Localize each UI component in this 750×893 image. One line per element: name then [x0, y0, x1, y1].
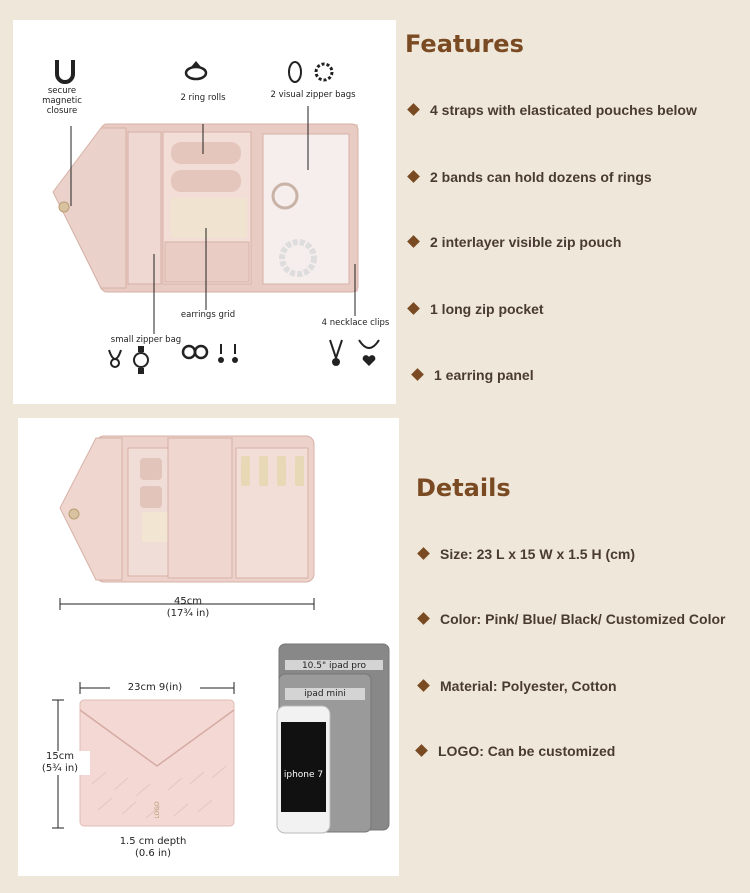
magnet-icon [57, 60, 73, 82]
ring-rolls-label: 2 ring rolls [180, 93, 226, 103]
features-heading: Features [405, 30, 524, 58]
iphone-label: iphone 7 [283, 770, 324, 780]
stud-earrings-icon [218, 344, 238, 363]
necklace-clips-label: 4 necklace clips [321, 318, 390, 328]
dimensions-illustration [18, 418, 399, 876]
open-width-label: 45cm (17¾ in) [166, 596, 210, 619]
earrings-grid-label: earrings grid [180, 310, 236, 320]
detail-item: Color: Pink/ Blue/ Black/ Customized Color [419, 611, 725, 627]
diamond-bullet-icon [415, 744, 428, 757]
necklace-icon [109, 350, 121, 367]
small-zipper-bag-label: small zipper bag [110, 335, 182, 345]
depth-label: 1.5 cm depth (0.6 in) [119, 836, 187, 859]
diamond-bullet-icon [407, 103, 420, 116]
features-diagram-panel [13, 20, 396, 404]
open-organizer-illustration [13, 20, 396, 404]
diamond-bullet-icon [417, 547, 430, 560]
feature-item: 1 long zip pocket [409, 301, 544, 317]
diamond-bullet-icon [407, 235, 420, 248]
detail-item: Material: Polyester, Cotton [419, 678, 617, 694]
watch-icon [134, 346, 148, 374]
diamond-bullet-icon [407, 170, 420, 183]
zipper-bags-label: 2 visual zipper bags [270, 90, 356, 100]
detail-item: LOGO: Can be customized [417, 743, 615, 759]
feature-item: 2 bands can hold dozens of rings [409, 169, 652, 185]
diamond-bullet-icon [417, 679, 430, 692]
feature-item: 2 interlayer visible zip pouch [409, 234, 621, 250]
detail-item: Size: 23 L x 15 W x 1.5 H (cm) [419, 546, 635, 562]
ring-icon [186, 61, 206, 79]
product-logo: LOGO [154, 801, 161, 819]
feature-item: 4 straps with elasticated pouches below [409, 102, 697, 118]
heart-necklace-icon [359, 340, 379, 366]
hoop-earrings-icon [183, 346, 207, 358]
diamond-bullet-icon [407, 302, 420, 315]
diamond-bullet-icon [417, 612, 430, 625]
diamond-bullet-icon [411, 368, 424, 381]
dimensions-panel [18, 418, 399, 876]
details-heading: Details [416, 474, 511, 502]
bracelet-icon [289, 62, 301, 82]
feature-item: 1 earring panel [413, 367, 534, 383]
closed-width-label: 23cm 9(in) [110, 682, 200, 694]
ipad-pro-label: 10.5" ipad pro [301, 661, 367, 671]
magnetic-closure-label: secure magnetic closure [42, 86, 82, 116]
pendant-necklace-icon [330, 340, 342, 366]
beaded-bracelet-icon [316, 64, 332, 80]
ipad-mini-label: ipad mini [304, 689, 346, 699]
height-label: 15cm (5¾ in) [30, 751, 90, 775]
